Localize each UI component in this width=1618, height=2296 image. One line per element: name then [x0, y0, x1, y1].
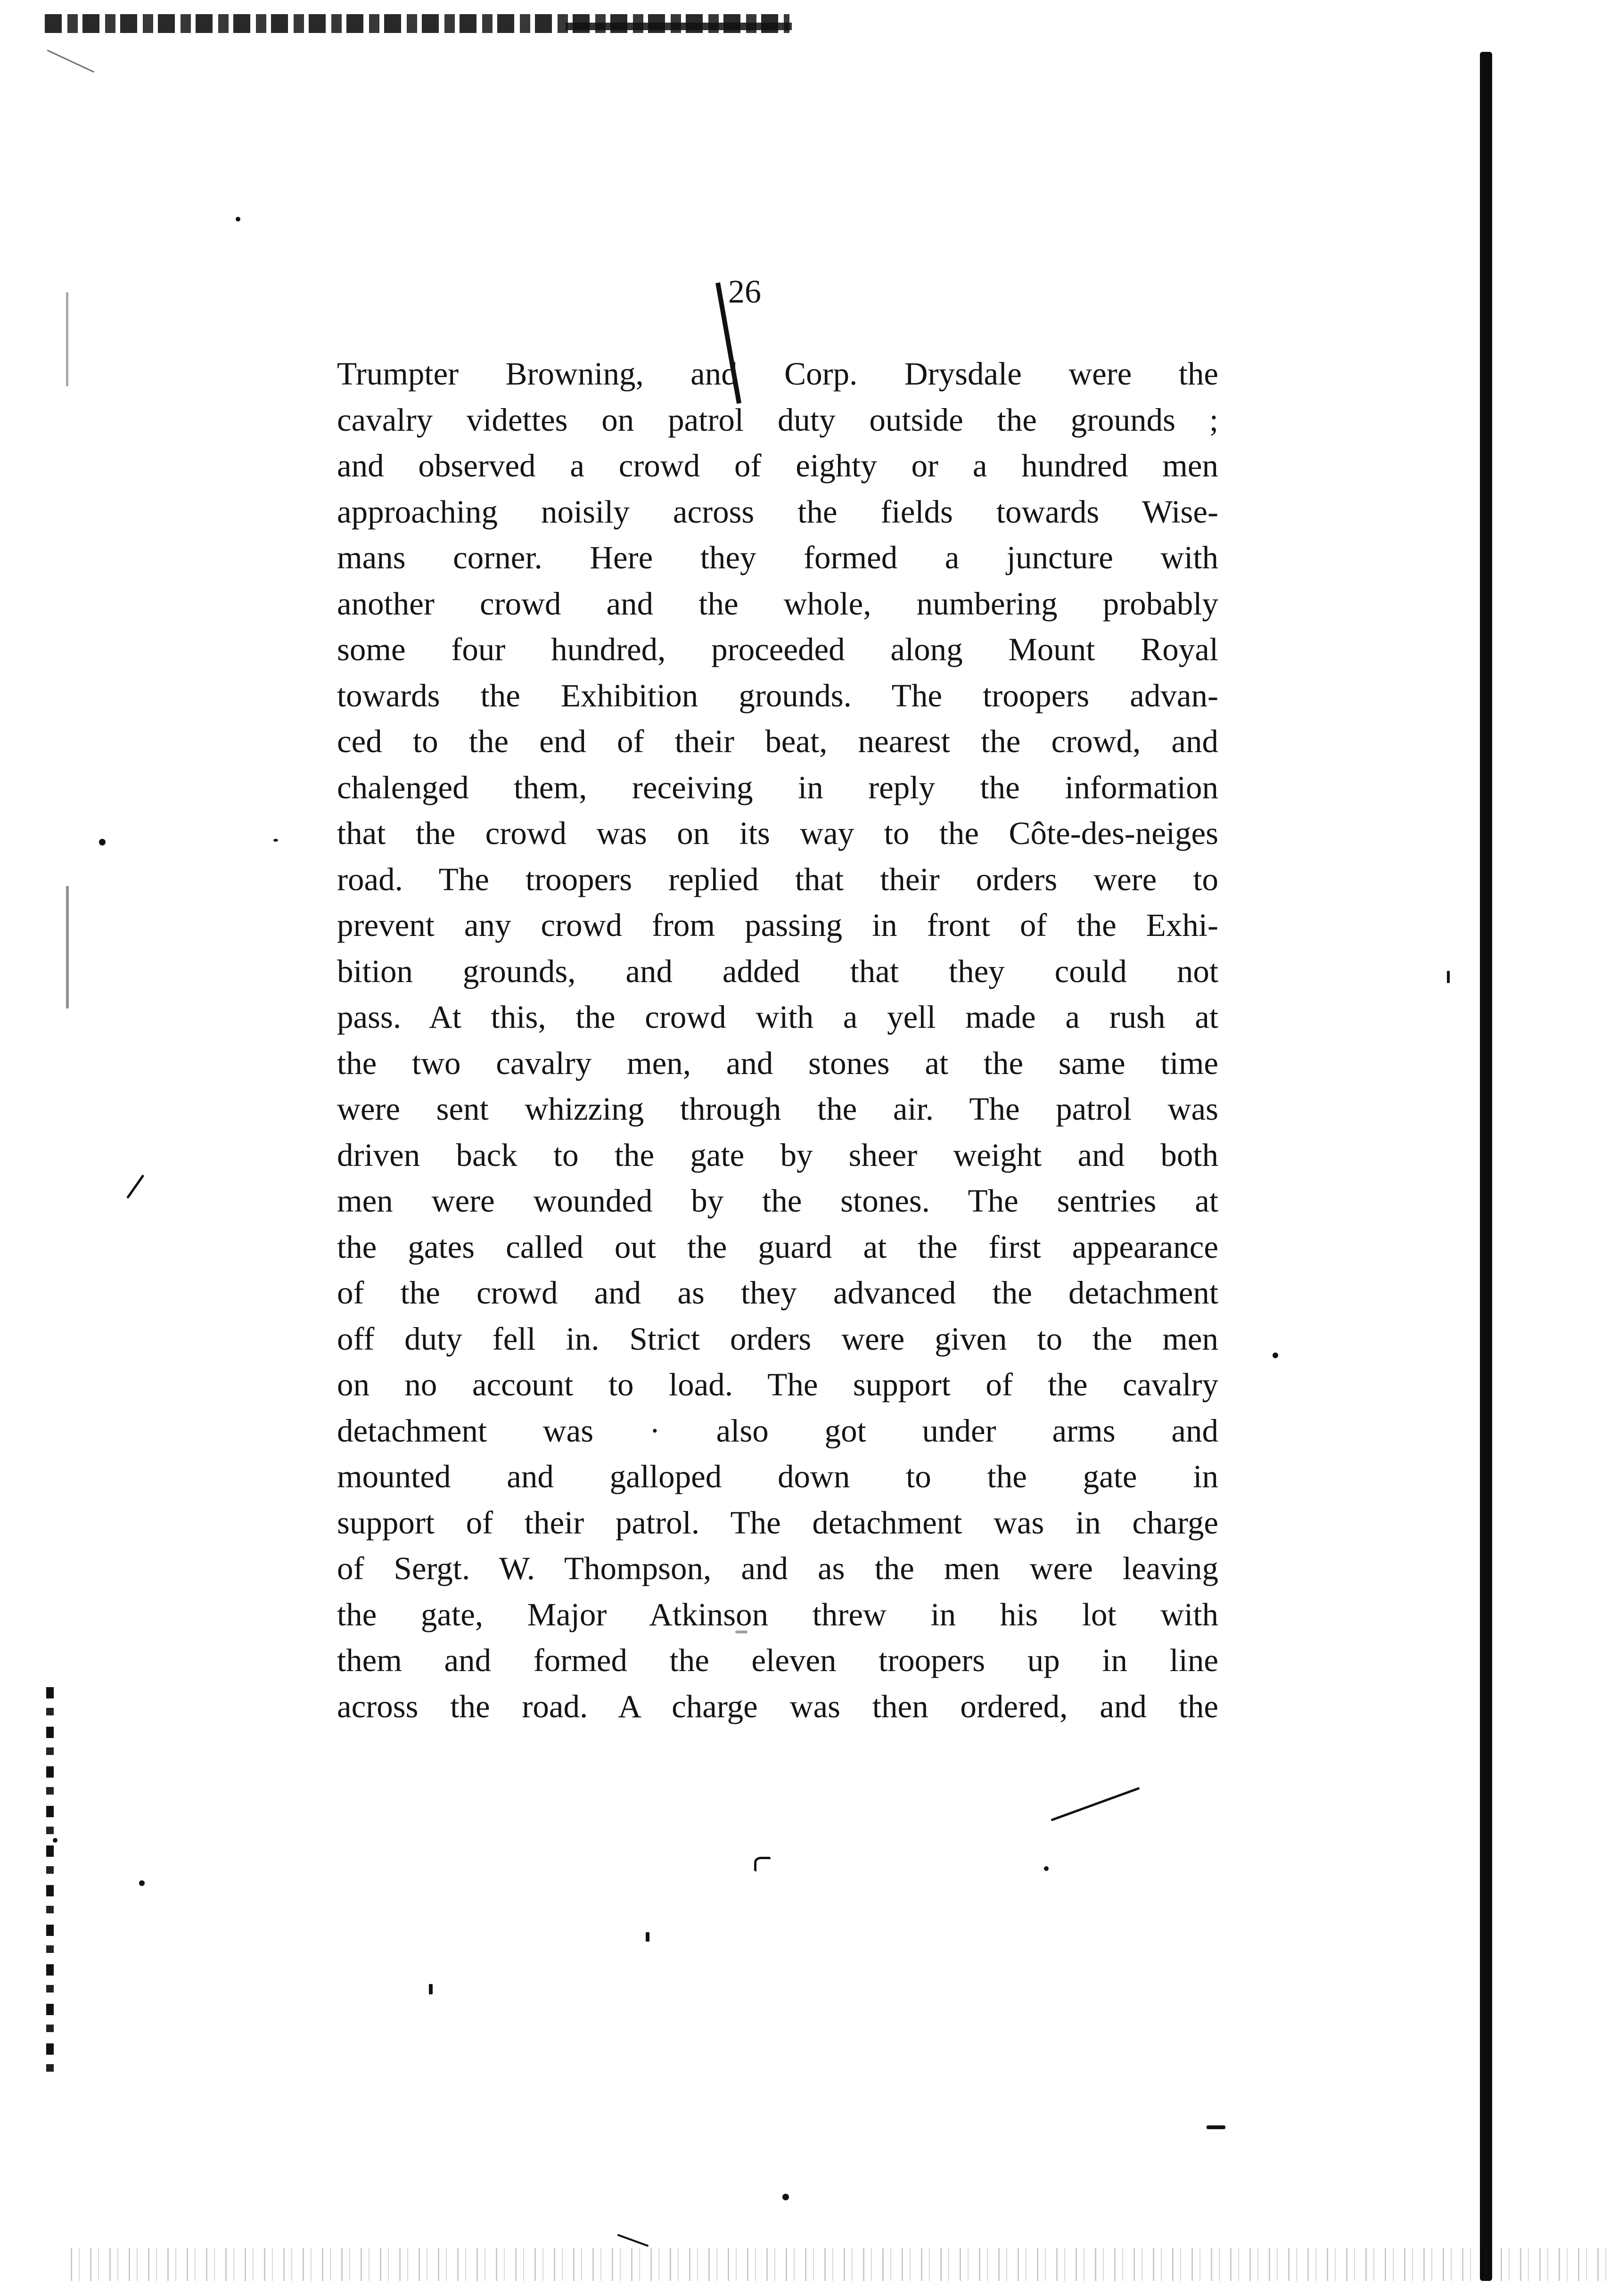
text-line: support of their patrol. The detachment was in charge	[337, 1504, 1218, 1541]
text-line: Trumpter Browning, and Corp. Drysdale were the	[337, 356, 1218, 392]
text-line: some four hundred, proceeded along Mount Royal	[337, 631, 1218, 667]
body-text	[337, 351, 1218, 1730]
text-line: mounted and galloped down to the gate in	[337, 1459, 1218, 1494]
text-line: that the crowd was on its way to the Côte-des-neiges	[337, 815, 1218, 851]
scan-speck	[754, 1857, 771, 1871]
scan-edge-artifact-left	[46, 1687, 54, 2074]
text-line: of the crowd and as they advanced the detachment	[337, 1275, 1218, 1311]
text-line: ced to the end of their beat, nearest the crowd, and	[337, 723, 1218, 759]
scan-speck	[139, 1880, 145, 1886]
scan-edge-artifact-top-secondary	[566, 23, 792, 30]
text-line: across the road. A charge was then ordered, and the	[337, 1688, 1218, 1724]
scan-speck	[646, 1932, 649, 1942]
text-line: were sent whizzing through the air. The patrol was	[337, 1091, 1218, 1127]
scan-speck	[1207, 2125, 1225, 2129]
scan-speck	[1273, 1353, 1278, 1358]
scan-speck	[782, 2194, 789, 2200]
scan-speck	[99, 839, 106, 845]
scan-edge-noise-bottom	[71, 2248, 1607, 2281]
scan-speck	[1044, 1866, 1049, 1871]
scan-speck	[273, 839, 278, 842]
text-line: them and formed the eleven troopers up in line	[337, 1642, 1218, 1678]
text-line: road. The troopers replied that their orders were to	[337, 861, 1218, 897]
text-line: men were wounded by the stones. The sentries at	[337, 1183, 1218, 1219]
text-line: driven back to the gate by sheer weight and both	[337, 1137, 1218, 1173]
scan-stray-mark	[126, 1174, 145, 1199]
text-line: approaching noisily across the fields towards Wise-	[337, 493, 1218, 530]
scan-speck	[66, 886, 69, 1009]
text-line: mans corner. Here they formed a juncture with	[337, 540, 1218, 575]
text-line: and observed a crowd of eighty or a hundred men	[337, 448, 1218, 484]
scan-speck	[236, 217, 240, 221]
scan-speck	[1447, 971, 1450, 983]
scan-edge-shadow-right	[1480, 52, 1492, 2281]
scan-stray-mark	[47, 49, 94, 73]
text-line: off duty fell in. Strict orders were given to the men	[337, 1320, 1218, 1357]
text-line: the two cavalry men, and stones at the same time	[337, 1045, 1218, 1081]
scan-stray-mark	[1051, 1787, 1140, 1821]
scan-speck	[66, 292, 68, 386]
text-line: the gate, Major Atkinson threw in his lot with	[337, 1596, 1218, 1632]
scan-speck	[53, 1838, 57, 1843]
text-line: chalenged them, receiving in reply the information	[337, 769, 1218, 805]
text-line: another crowd and the whole, numbering probably	[337, 585, 1218, 622]
text-line: pass. At this, the crowd with a yell made a rush at	[337, 999, 1218, 1035]
text-line: the gates called out the guard at the first appearance	[337, 1229, 1218, 1265]
text-line: of Sergt. W. Thompson, and as the men were leaving	[337, 1550, 1218, 1586]
text-line: towards the Exhibition grounds. The troopers advan-	[337, 677, 1218, 713]
text-line: detachment was · also got under arms and	[337, 1412, 1218, 1449]
page-number: 26	[728, 274, 761, 310]
scan-speck	[429, 1984, 433, 1994]
text-line: cavalry videttes on patrol duty outside the grounds ;	[337, 402, 1218, 438]
text-line: prevent any crowd from passing in front of the Exhi-	[337, 907, 1218, 943]
text-line: bition grounds, and added that they could not	[337, 953, 1218, 989]
scan-stray-mark	[617, 2234, 649, 2247]
text-line: on no account to load. The support of the cavalry	[337, 1367, 1218, 1402]
